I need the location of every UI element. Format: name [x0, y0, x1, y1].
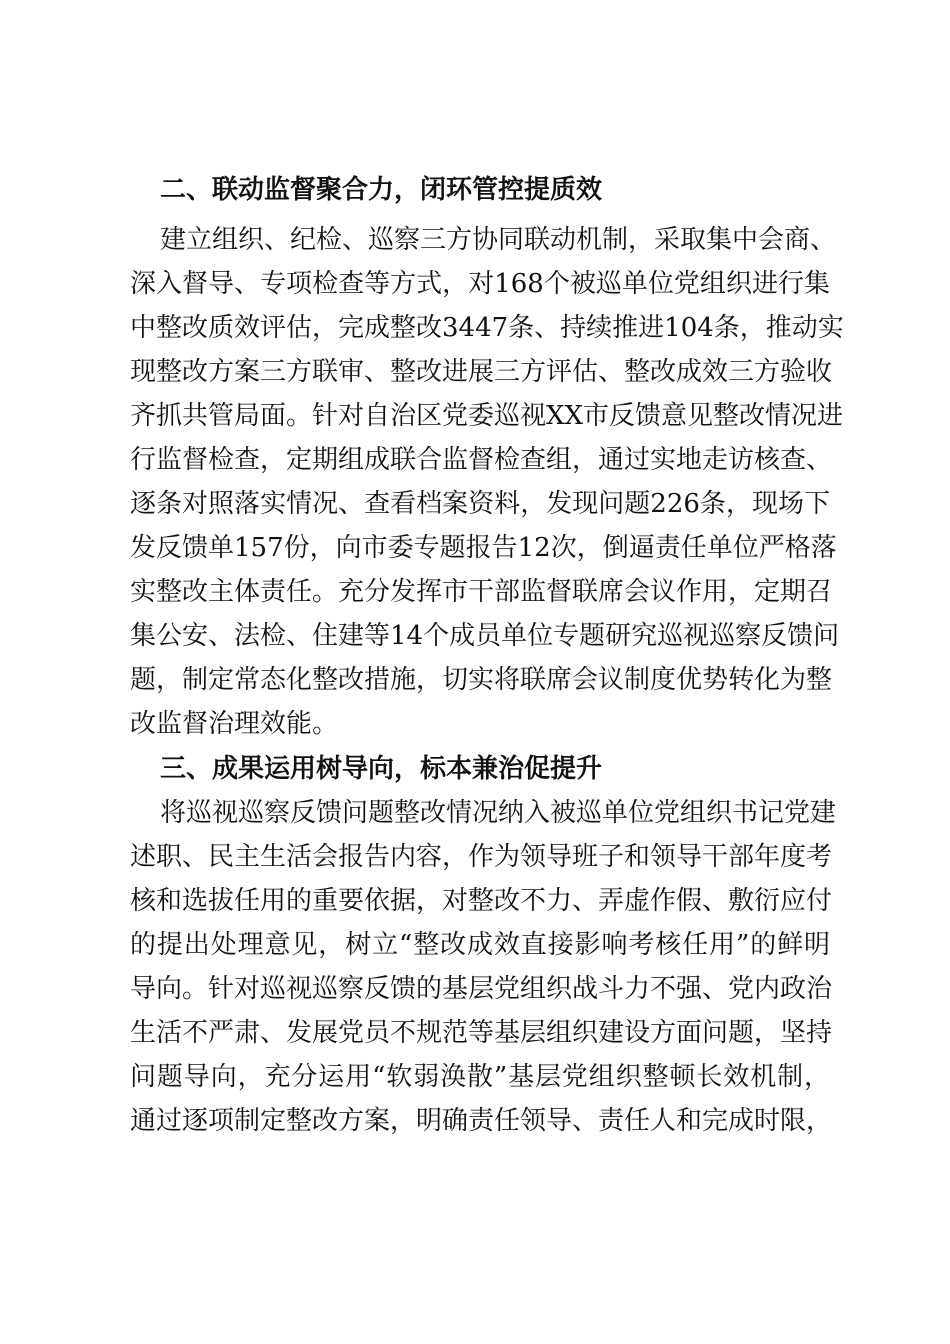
paragraph-line: 的提出处理意见，树立“整改成效直接影响考核任用”的鲜明	[130, 930, 830, 960]
section-paragraph	[130, 218, 844, 746]
paragraph-line: 导向。针对巡视巡察反馈的基层党组织战斗力不强、党内政治	[130, 974, 833, 1004]
paragraph-line: 将巡视巡察反馈问题整改情况纳入被巡单位党组织书记党建	[160, 798, 837, 828]
paragraph-line: 改监督治理效能。	[130, 709, 339, 739]
section-paragraph	[130, 791, 837, 1143]
document-page	[130, 168, 844, 1143]
paragraph-line: 深入督导、专项检查等方式，对168个被巡单位党组织进行集	[130, 269, 830, 299]
paragraph-line: 题，制定常态化整改措施，切实将联席会议制度优势转化为整	[130, 665, 833, 695]
paragraph-line: 建立组织、纪检、巡察三方协同联动机制，采取集中会商、	[160, 225, 837, 255]
paragraph-line: 通过逐项制定整改方案，明确责任领导、责任人和完成时限，	[130, 1106, 833, 1136]
paragraph-line: 齐抓共管局面。针对自治区党委巡视XX市反馈意见整改情况进	[130, 401, 844, 431]
paragraph-line: 发反馈单157份，向市委专题报告12次，倒逼责任单位严格落	[130, 533, 837, 563]
section-heading: 二、联动监督聚合力，闭环管控提质效	[160, 175, 603, 205]
paragraph-line: 问题导向，充分运用“软弱涣散”基层党组织整顿长效机制，	[130, 1062, 830, 1092]
paragraph-line: 现整改方案三方联审、整改进展三方评估、整改成效三方验收	[130, 357, 833, 387]
paragraph-line: 中整改质效评估，完成整改3447条、持续推进104条，推动实	[130, 313, 844, 343]
section-heading: 三、成果运用树导向，标本兼治促提升	[160, 754, 603, 784]
paragraph-line: 逐条对照落实情况、查看档案资料，发现问题226条，现场下	[130, 489, 830, 519]
paragraph-line: 行监督检查，定期组成联合监督检查组，通过实地走访核查、	[130, 445, 833, 475]
paragraph-line: 集公安、法检、住建等14个成员单位专题研究巡视巡察反馈问	[130, 621, 840, 651]
paragraph-line: 生活不严肃、发展党员不规范等基层组织建设方面问题，坚持	[130, 1018, 833, 1048]
paragraph-line: 核和选拔任用的重要依据，对整改不力、弄虚作假、敷衍应付	[130, 886, 833, 916]
paragraph-line: 述职、民主生活会报告内容，作为领导班子和领导干部年度考	[130, 842, 833, 872]
paragraph-line: 实整改主体责任。充分发挥市干部监督联席会议作用，定期召	[130, 577, 833, 607]
